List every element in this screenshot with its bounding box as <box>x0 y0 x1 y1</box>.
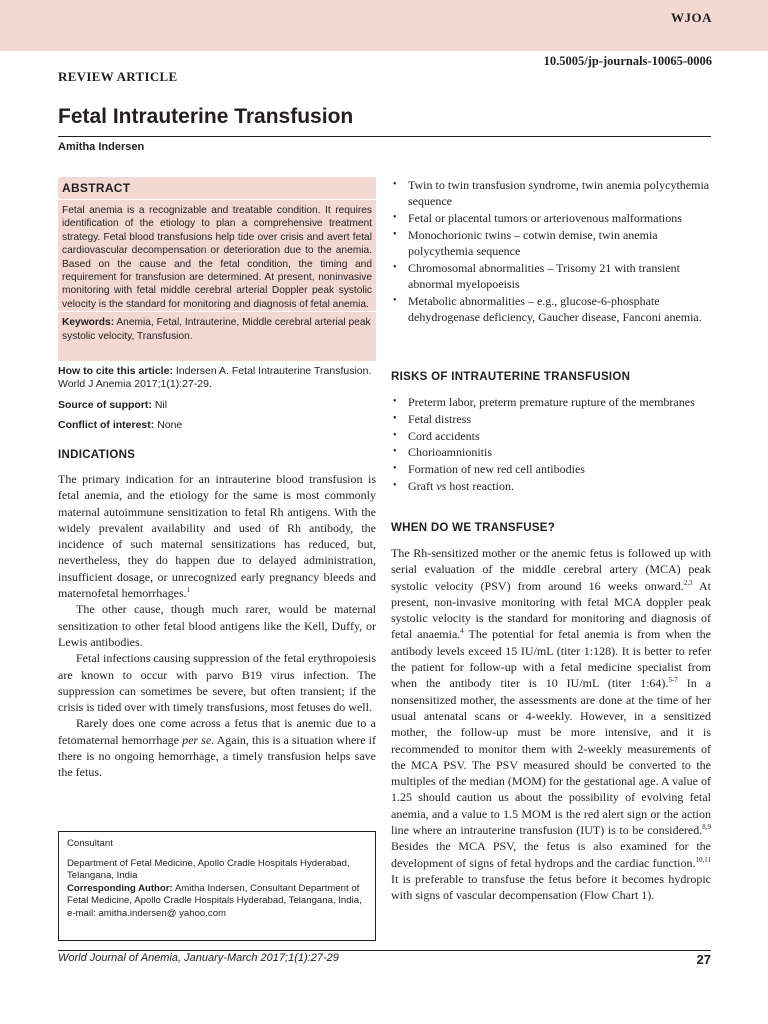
corresponding-label: Corresponding Author: <box>67 882 173 894</box>
bullet-icon: • <box>393 446 397 458</box>
indications-p4-text-a: Rarely does one come across a fetus that is anemic due to a fetomaternal hemorrhage <box>58 716 376 747</box>
list-item <box>391 260 711 293</box>
keywords <box>58 311 376 343</box>
indications-paragraph-4 <box>58 715 376 780</box>
conflict-of-interest <box>58 419 376 432</box>
keywords-label: Keywords: <box>62 317 115 329</box>
bullet-icon: • <box>393 412 397 424</box>
graft-italic: vs <box>436 478 447 493</box>
author-department: Department of Fetal Medicine, Apollo Cradle Hospitals Hyderabad, Telangana, India <box>67 857 350 882</box>
when-s5: Besides the MCA PSV, the fetus is also examined for the development of signs of fetal hydrops and the cardiac function. <box>391 839 711 870</box>
article-type: REVIEW ARTICLE <box>58 69 178 84</box>
indication-causes-list <box>391 177 711 326</box>
reference-marker[interactable]: 4 <box>460 627 464 636</box>
cite-label: How to cite this article: <box>58 365 173 377</box>
when-transfuse-heading: WHEN DO WE TRANSFUSE? <box>391 522 556 534</box>
header-band <box>0 0 768 51</box>
list-item-text: Metabolic abnormalities – e.g., glucose-6-phosphate dehydrogenase deficiency, Gaucher disease, Fanconi anemia. <box>408 294 702 325</box>
list-item <box>391 461 711 477</box>
bullet-icon: • <box>393 212 397 224</box>
page-number: 27 <box>696 952 711 967</box>
list-item <box>391 177 711 210</box>
cite-article <box>58 365 376 391</box>
list-item <box>391 227 711 260</box>
bullet-icon: • <box>393 479 397 491</box>
list-item <box>391 478 711 494</box>
article-title: Fetal Intrauterine Transfusion <box>58 105 354 128</box>
abstract-box <box>58 177 376 361</box>
indications-p4-italic: per se <box>182 732 212 747</box>
doi[interactable]: 10.5005/jp-journals-10065-0006 <box>543 54 712 68</box>
bullet-icon: • <box>393 396 397 407</box>
indications-heading: INDICATIONS <box>58 449 136 461</box>
reference-marker[interactable]: 8,9 <box>702 823 711 832</box>
list-item-text: Preterm labor, preterm premature rupture of the membranes <box>408 395 695 409</box>
list-item <box>391 293 711 326</box>
indications-paragraph-1 <box>58 471 376 601</box>
list-item <box>391 394 711 410</box>
list-item-text: Fetal or placental tumors or arteriovenous malformations <box>408 211 682 226</box>
when-transfuse-body <box>391 545 711 904</box>
reference-marker[interactable]: 1 <box>186 586 191 595</box>
reference-marker[interactable]: 5-7 <box>668 676 678 685</box>
reference-marker[interactable]: 2,3 <box>683 578 693 587</box>
list-item-text: Twin to twin transfusion syndrome, twin anemia polycythemia sequence <box>408 178 710 209</box>
list-item <box>391 428 711 444</box>
when-transfuse-paragraph <box>391 545 711 904</box>
bullet-icon: • <box>393 295 397 307</box>
abstract-heading: ABSTRACT <box>62 181 131 195</box>
list-item-text: Formation of new red cell antibodies <box>408 462 585 477</box>
journal-abbreviation: WJOA <box>671 10 712 25</box>
indications-p4-text-b: . Again, this is a situation where if there is no ongoing hemorrhage, a timely transfusion helps save the fetus. <box>58 732 377 780</box>
list-item <box>391 411 711 427</box>
list-item-text: Chorioamnionitis <box>408 445 492 460</box>
author-name: Amitha Indersen <box>58 141 145 153</box>
corresponding-text: Amitha Indersen, Consultant Department of Fetal Medicine, Apollo Cradle Hospitals Hyderabad, Telangana, India, e-mail: amitha.indersen@ yahoo.com <box>67 882 362 919</box>
graft-text-b: host reaction. <box>446 478 514 493</box>
bullet-icon: • <box>393 228 397 240</box>
when-s1: The Rh-sensitized mother or the anemic fetus is followed up with serial evaluation of the middle cerebral artery (MCA) peak systolic velocity (PSV) from around 16 weeks onward. <box>391 546 711 593</box>
keywords-text: Anemia, Fetal, Intrauterine, Middle cerebral arterial peak systolic velocity, Transfusion. <box>62 317 371 342</box>
title-divider <box>58 136 711 137</box>
bullet-icon: • <box>393 179 397 190</box>
list-item-text: Chromosomal abnormalities – Trisomy 21 with transient abnormal myelopoeisis <box>408 260 680 292</box>
risks-list <box>391 394 711 495</box>
footer-citation: World Journal of Anemia, January-March 2017;1(1):27-29 <box>58 952 339 964</box>
conflict-text: None <box>154 419 183 431</box>
list-item-text: Monochorionic twins – cotwin demise, twin anemia polycythemia sequence <box>408 227 658 259</box>
conflict-label: Conflict of interest: <box>58 419 155 431</box>
list-item <box>391 210 711 226</box>
abstract-body: Fetal anemia is a recognizable and treatable condition. It requires identification of the etiology to plan a comprehensive treatment strategy. Fetal blood transfusions help tide over crisis and avert fetal cardiovascular decompensation or deterioration due to the anemia. Based on the cause and the fetal condition, the timing and requirement for transfusion are determined. At present, noninvasive monitoring with fetal middle cerebral arterial Doppler peak systolic velocity is the standard for monitoring and diagnosis of fetal anemia. <box>62 205 372 310</box>
support-label: Source of support: <box>58 399 152 411</box>
list-item-text: Fetal distress <box>408 411 471 426</box>
when-s4: In a nonsensitized mother, the assessments are done at the time of her usual antenatal scans or 4-weekly. However, in a sensitized mother, the follow-up must be more intensive, and it is recommended to monitor them with 2-weekly measurements of the MCA PSV. The PSV measured should be converted to the multiples of the median (MOM) for the gestational age. A value of 1.25 should caution us about the possibility of evolving fetal anemia, and a value to 1.5 MOM is the red alert sign or the action line where an intrauterine transfusion (IUT) is to be considered. <box>391 676 712 838</box>
bullet-icon: • <box>393 429 397 441</box>
when-s3: The potential for fetal anemia is from when the antibody levels exceed 15 IU/mL (titer 1:128). It is better to refer the patient for follow-up with a fetal medicine specialist from when the antibody titer is 10 IU/mL (titer 1:64). <box>391 627 711 691</box>
author-role: Consultant <box>67 838 113 849</box>
cite-text: Indersen A. Fetal Intrauterine Transfusion. World J Anemia 2017;1(1):27-29. <box>58 365 372 390</box>
reference-marker[interactable]: 10,11 <box>695 855 711 864</box>
indications-p1-text: The primary indication for an intrauterine blood transfusion is fetal anemia, and the etiology for the same is most commonly maternal autoimmune sensitization to fetal Rh antigens. With the widely prevalent availability and used of Rh antibody, the incidence of such maternal sensitizations has reduced, but, nevertheless, they do happen due to delayed administration, insufficient dosage, or unrecognized early pregnancy bleeds and maternofetal hemorrhages. <box>58 472 376 601</box>
support-text: Nil <box>151 399 168 411</box>
indications-paragraph-3: Fetal infections causing suppression of the fetal erythropoiesis are known to occur with parvo B19 virus infection. The suppression can sometimes be severe, but often transient; if the crisis is tided over with timely transfusions, most fetuses do well. <box>58 651 376 715</box>
footer-divider <box>58 950 711 951</box>
graft-text-a: Graft <box>408 478 437 493</box>
indications-body <box>58 471 376 781</box>
list-item <box>391 444 711 460</box>
when-s6: It is preferable to transfuse the fetus before it becomes hydropic with signs of vascular decompensation (Flow Chart 1). <box>391 871 711 903</box>
bullet-icon: • <box>393 463 397 475</box>
indications-paragraph-2: The other cause, though much rarer, would be maternal sensitization to other fetal blood antigens like the Kell, Duffy, or Lewis antibodies. <box>58 602 376 649</box>
abstract-divider <box>58 199 376 200</box>
corresponding-author-box <box>58 831 376 941</box>
bullet-icon: • <box>393 261 397 273</box>
risks-heading: RISKS OF INTRAUTERINE TRANSFUSION <box>391 371 631 383</box>
when-s2: At present, non-invasive monitoring with fetal MCA doppler peak systolic velocity is the standard for monitoring and diagnosis of fetal anaemia. <box>391 578 712 642</box>
corresponding-author <box>67 883 367 921</box>
source-of-support <box>58 399 376 412</box>
list-item-text: Cord accidents <box>408 428 480 443</box>
